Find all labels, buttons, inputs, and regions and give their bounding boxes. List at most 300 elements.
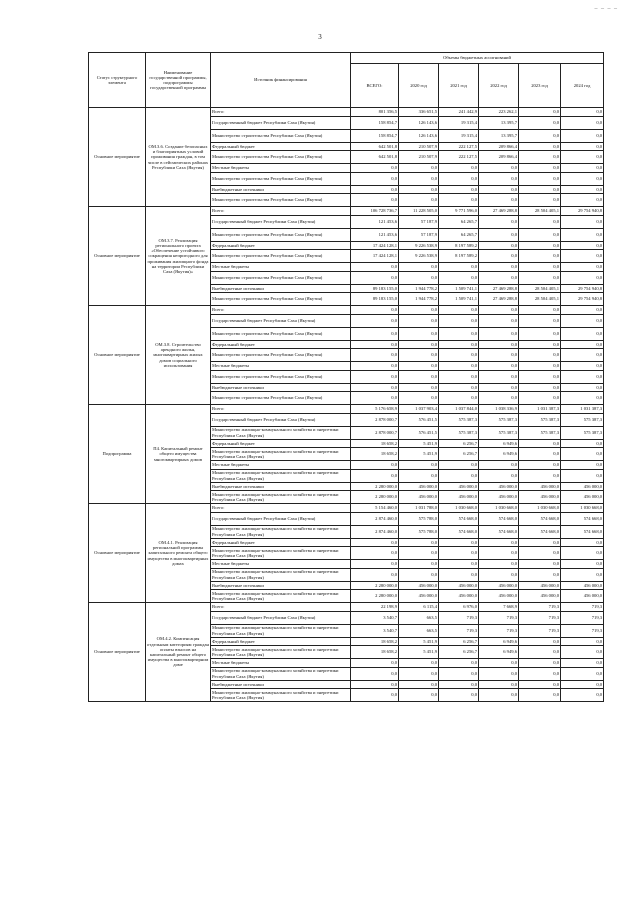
year-value-cell: 0,0 <box>479 560 519 569</box>
year-value-cell: 1 944 778,2 <box>399 284 439 293</box>
total-value-cell: 0,0 <box>351 164 399 173</box>
year-value-cell: 0,0 <box>479 568 519 581</box>
total-value-cell: 2 280 000,0 <box>351 482 399 491</box>
year-value-cell: 0,0 <box>479 185 519 194</box>
year-value-cell: 0,0 <box>561 461 604 470</box>
total-value-cell: 5 154 460,0 <box>351 504 399 513</box>
year-value-cell: 0,0 <box>439 560 479 569</box>
total-value-cell: 0,0 <box>351 392 399 405</box>
block-status: Основное мероприятие <box>89 207 146 306</box>
year-value-cell: 0,0 <box>561 340 604 349</box>
total-value-cell: 0,0 <box>351 172 399 185</box>
year-value-cell: 0,0 <box>519 370 561 383</box>
year-value-cell: 575 387,3 <box>561 413 604 426</box>
year-value-cell: 574 668,0 <box>479 512 519 525</box>
year-value-cell: 1 030 668,0 <box>479 504 519 513</box>
year-value-cell: 0,0 <box>439 340 479 349</box>
year-value-cell: 1 037 903,4 <box>399 405 439 414</box>
year-value-cell: 0,0 <box>561 194 604 207</box>
table-row <box>89 306 604 315</box>
year-value-cell: 29 754 940,8 <box>561 207 604 216</box>
year-value-cell: 456 000,0 <box>399 482 439 491</box>
year-value-cell: 576 451,5 <box>399 413 439 426</box>
year-value-cell: 0,0 <box>439 680 479 689</box>
year-value-cell: 0,0 <box>561 560 604 569</box>
year-value-cell: 0,0 <box>439 383 479 392</box>
year-value-cell: 29 754 940,8 <box>561 284 604 293</box>
table-body <box>89 108 604 702</box>
year-value-cell: 0,0 <box>439 306 479 315</box>
year-value-cell: 0,0 <box>519 241 561 250</box>
year-value-cell: 8 197 589,2 <box>439 250 479 263</box>
table-row <box>89 504 604 513</box>
funding-source-cell: Министерство жилищно-коммунального хозяйства и энергетики Республики Саха (Якутия) <box>211 426 351 439</box>
funding-source-cell: Министерство строительства Республики Саха (Якутия) <box>211 349 351 362</box>
year-value-cell: 0,0 <box>519 568 561 581</box>
total-value-cell: 2 280 000,0 <box>351 590 399 603</box>
year-value-cell: 574 668,0 <box>439 512 479 525</box>
total-value-cell: 0,0 <box>351 314 399 327</box>
year-value-cell: 0,0 <box>439 538 479 547</box>
year-value-cell: 0,0 <box>479 667 519 680</box>
funding-source-cell: Местные бюджеты <box>211 362 351 371</box>
year-value-cell: 0,0 <box>399 538 439 547</box>
year-value-cell: 0,0 <box>439 349 479 362</box>
year-value-cell: 222 127,5 <box>439 142 479 151</box>
total-value-cell: 801 356,5 <box>351 108 399 117</box>
year-value-cell: 0,0 <box>439 469 479 482</box>
year-value-cell: 0,0 <box>561 547 604 560</box>
year-value-cell: 0,0 <box>399 263 439 272</box>
total-value-cell: 89 183 155,0 <box>351 293 399 306</box>
year-value-cell: 0,0 <box>439 392 479 405</box>
funding-source-cell: Местные бюджеты <box>211 461 351 470</box>
total-value-cell: 121 453,6 <box>351 228 399 241</box>
year-value-cell: 0,0 <box>561 370 604 383</box>
year-value-cell: 28 504 405,1 <box>519 284 561 293</box>
year-value-cell: 0,0 <box>399 680 439 689</box>
year-value-cell: 719,3 <box>519 611 561 624</box>
year-value-cell: 0,0 <box>479 172 519 185</box>
year-value-cell: 19 315,4 <box>439 116 479 129</box>
year-value-cell: 0,0 <box>561 108 604 117</box>
total-value-cell: 121 453,6 <box>351 215 399 228</box>
year-value-cell: 0,0 <box>479 228 519 241</box>
funding-source-cell: Министерство строительства Республики Саха (Якутия) <box>211 392 351 405</box>
year-value-cell: 0,0 <box>561 538 604 547</box>
year-value-cell: 13 395,7 <box>479 129 519 142</box>
year-value-cell: 0,0 <box>399 194 439 207</box>
year-value-cell: 0,0 <box>399 314 439 327</box>
year-value-cell: 222 127,5 <box>439 151 479 164</box>
year-value-cell: 456 000,0 <box>561 590 604 603</box>
year-value-cell: 0,0 <box>519 215 561 228</box>
total-value-cell: 18 658,2 <box>351 448 399 461</box>
year-value-cell: 0,0 <box>561 151 604 164</box>
year-value-cell: 27 469 288,8 <box>479 207 519 216</box>
year-value-cell: 0,0 <box>479 263 519 272</box>
year-value-cell: 1 509 741,1 <box>439 284 479 293</box>
year-value-cell: 126 143,6 <box>399 129 439 142</box>
total-value-cell: 0,0 <box>351 560 399 569</box>
funding-source-cell: Федеральный бюджет <box>211 439 351 448</box>
funding-source-cell: Внебюджетные источники <box>211 680 351 689</box>
funding-source-cell: Всего: <box>211 405 351 414</box>
total-value-cell: 0,0 <box>351 340 399 349</box>
year-value-cell: 6 949,6 <box>479 637 519 646</box>
total-value-cell: 0,0 <box>351 349 399 362</box>
funding-source-cell: Всего: <box>211 207 351 216</box>
year-value-cell: 0,0 <box>519 314 561 327</box>
total-value-cell: 0,0 <box>351 271 399 284</box>
year-value-cell: 0,0 <box>561 129 604 142</box>
funding-source-cell: Министерство жилищно-коммунального хозяйства и энергетики Республики Саха (Якутия) <box>211 646 351 659</box>
funding-source-cell: Министерство жилищно-коммунального хозяйства и энергетики Республики Саха (Якутия) <box>211 469 351 482</box>
year-value-cell: 6 256,7 <box>439 439 479 448</box>
year-value-cell: 0,0 <box>519 689 561 702</box>
year-value-cell: 456 000,0 <box>439 491 479 504</box>
year-value-cell: 11 228 505,0 <box>399 207 439 216</box>
year-value-cell: 0,0 <box>561 392 604 405</box>
corner-mark: _ _ _ _ <box>594 4 618 10</box>
year-value-cell: 0,0 <box>519 667 561 680</box>
year-value-cell: 5 451,9 <box>399 448 439 461</box>
funding-source-cell: Государственный бюджет Республики Саха (Якутия) <box>211 512 351 525</box>
year-value-cell: 0,0 <box>399 327 439 340</box>
total-value-cell: 18 658,2 <box>351 439 399 448</box>
year-value-cell: 0,0 <box>479 538 519 547</box>
year-value-cell: 0,0 <box>479 215 519 228</box>
total-value-cell: 2 878 000,7 <box>351 413 399 426</box>
year-value-cell: 5 451,9 <box>399 637 439 646</box>
total-value-cell: 3 540,7 <box>351 624 399 637</box>
year-value-cell: 0,0 <box>439 547 479 560</box>
year-value-cell: 456 000,0 <box>479 581 519 590</box>
total-value-cell: 0,0 <box>351 263 399 272</box>
year-value-cell: 0,0 <box>439 659 479 668</box>
year-value-cell: 0,0 <box>399 340 439 349</box>
year-value-cell: 28 504 405,1 <box>519 207 561 216</box>
year-value-cell: 575 387,3 <box>479 413 519 426</box>
year-value-cell: 0,0 <box>519 637 561 646</box>
year-value-cell: 0,0 <box>479 383 519 392</box>
total-value-cell: 0,0 <box>351 538 399 547</box>
year-value-cell: 0,0 <box>561 314 604 327</box>
year-value-cell: 0,0 <box>479 689 519 702</box>
year-value-cell: 0,0 <box>519 646 561 659</box>
funding-source-cell: Внебюджетные источники <box>211 482 351 491</box>
funding-source-cell: Министерство жилищно-коммунального хозяйства и энергетики Республики Саха (Якутия) <box>211 624 351 637</box>
funding-source-cell: Министерство строительства Республики Саха (Якутия) <box>211 293 351 306</box>
year-value-cell: 0,0 <box>519 349 561 362</box>
year-value-cell: 575 387,3 <box>561 426 604 439</box>
year-value-cell: 456 000,0 <box>479 590 519 603</box>
year-value-cell: 28 504 405,1 <box>519 293 561 306</box>
year-value-cell: 5 451,9 <box>399 646 439 659</box>
total-value-cell: 0,0 <box>351 659 399 668</box>
year-value-cell: 0,0 <box>561 228 604 241</box>
total-value-cell: 0,0 <box>351 383 399 392</box>
year-value-cell: 9 226 538,9 <box>399 241 439 250</box>
block-status: Основное мероприятие <box>89 306 146 405</box>
funding-source-cell: Министерство строительства Республики Саха (Якутия) <box>211 370 351 383</box>
year-value-cell: 0,0 <box>399 659 439 668</box>
year-value-cell: 64 265,7 <box>439 215 479 228</box>
funding-source-cell: Министерство жилищно-коммунального хозяйства и энергетики Республики Саха (Якутия) <box>211 590 351 603</box>
year-value-cell: 7 668,9 <box>479 603 519 612</box>
total-value-cell: 0,0 <box>351 327 399 340</box>
year-value-cell: 0,0 <box>479 659 519 668</box>
year-value-cell: 663,5 <box>399 611 439 624</box>
total-value-cell: 17 424 128,1 <box>351 241 399 250</box>
page-number: 3 <box>318 33 322 41</box>
year-value-cell: 0,0 <box>439 362 479 371</box>
year-value-cell: 0,0 <box>519 392 561 405</box>
year-value-cell: 0,0 <box>439 461 479 470</box>
funding-source-cell: Местные бюджеты <box>211 659 351 668</box>
year-value-cell: 0,0 <box>561 667 604 680</box>
funding-source-cell: Всего: <box>211 603 351 612</box>
funding-source-cell: Министерство строительства Республики Саха (Якутия) <box>211 129 351 142</box>
year-value-cell: 0,0 <box>399 172 439 185</box>
total-value-cell: 0,0 <box>351 362 399 371</box>
funding-source-cell: Внебюджетные источники <box>211 383 351 392</box>
year-value-cell: 456 000,0 <box>519 590 561 603</box>
year-value-cell: 575 387,3 <box>439 413 479 426</box>
year-value-cell: 0,0 <box>519 228 561 241</box>
year-value-cell: 0,0 <box>561 689 604 702</box>
year-value-cell: 0,0 <box>519 538 561 547</box>
header-source: Источник финансирования <box>211 53 351 108</box>
header-year-2021: 2021 год <box>439 64 479 108</box>
funding-source-cell: Министерство строительства Республики Саха (Якутия) <box>211 172 351 185</box>
funding-source-cell: Министерство жилищно-коммунального хозяйства и энергетики Республики Саха (Якутия) <box>211 491 351 504</box>
year-value-cell: 1 031 387,3 <box>519 405 561 414</box>
year-value-cell: 0,0 <box>479 469 519 482</box>
block-status: Основное мероприятие <box>89 504 146 603</box>
year-value-cell: 0,0 <box>399 560 439 569</box>
header-status: Статус структурного элемента <box>89 53 146 108</box>
year-value-cell: 0,0 <box>439 194 479 207</box>
year-value-cell: 0,0 <box>519 142 561 151</box>
year-value-cell: 1 509 741,1 <box>439 293 479 306</box>
year-value-cell: 0,0 <box>439 164 479 173</box>
year-value-cell: 0,0 <box>519 250 561 263</box>
funding-source-cell: Всего: <box>211 306 351 315</box>
year-value-cell: 0,0 <box>439 314 479 327</box>
year-value-cell: 719,3 <box>561 603 604 612</box>
year-value-cell: 0,0 <box>561 215 604 228</box>
block-status: Основное мероприятие <box>89 603 146 702</box>
year-value-cell: 0,0 <box>561 448 604 461</box>
year-value-cell: 0,0 <box>399 164 439 173</box>
year-value-cell: 0,0 <box>519 383 561 392</box>
year-value-cell: 0,0 <box>561 271 604 284</box>
year-value-cell: 0,0 <box>519 194 561 207</box>
funding-source-cell: Министерство строительства Республики Саха (Якутия) <box>211 271 351 284</box>
year-value-cell: 0,0 <box>399 392 439 405</box>
funding-source-cell: Министерство жилищно-коммунального хозяйства и энергетики Республики Саха (Якутия) <box>211 448 351 461</box>
total-value-cell: 0,0 <box>351 306 399 315</box>
funding-source-cell: Государственный бюджет Республики Саха (Якутия) <box>211 611 351 624</box>
funding-source-cell: Внебюджетные источники <box>211 284 351 293</box>
year-value-cell: 19 315,4 <box>439 129 479 142</box>
year-value-cell: 29 754 940,8 <box>561 293 604 306</box>
total-value-cell: 22 198,9 <box>351 603 399 612</box>
year-value-cell: 575 387,3 <box>519 426 561 439</box>
year-value-cell: 6 256,7 <box>439 646 479 659</box>
funding-source-cell: Министерство жилищно-коммунального хозяйства и энергетики Республики Саха (Якутия) <box>211 667 351 680</box>
year-value-cell: 0,0 <box>479 241 519 250</box>
total-value-cell: 158 854,7 <box>351 129 399 142</box>
funding-source-cell: Всего: <box>211 504 351 513</box>
year-value-cell: 719,3 <box>439 624 479 637</box>
year-value-cell: 456 000,0 <box>439 482 479 491</box>
year-value-cell: 0,0 <box>399 461 439 470</box>
header-program-name: Наименование государственной программы, подпрограммы государственной программы <box>146 53 211 108</box>
total-value-cell: 2 874 460,0 <box>351 512 399 525</box>
year-value-cell: 574 668,0 <box>561 512 604 525</box>
year-value-cell: 0,0 <box>399 547 439 560</box>
total-value-cell: 89 183 155,0 <box>351 284 399 293</box>
year-value-cell: 0,0 <box>439 667 479 680</box>
header-year-2020: 2020 год <box>399 64 439 108</box>
year-value-cell: 0,0 <box>439 172 479 185</box>
year-value-cell: 0,0 <box>399 383 439 392</box>
year-value-cell: 1 030 668,0 <box>519 504 561 513</box>
table-row <box>89 108 604 117</box>
year-value-cell: 241 442,9 <box>439 108 479 117</box>
year-value-cell: 719,3 <box>479 624 519 637</box>
table-row <box>89 207 604 216</box>
year-value-cell: 0,0 <box>439 263 479 272</box>
block-program-name: ОМ.4.1. Реализация региональной программы капитального ремонта общего имущества в многоквартирных домах <box>146 504 211 603</box>
year-value-cell: 0,0 <box>561 172 604 185</box>
total-value-cell: 0,0 <box>351 469 399 482</box>
year-value-cell: 0,0 <box>561 164 604 173</box>
year-value-cell: 209 866,4 <box>479 151 519 164</box>
header-volumes: Объемы бюджетных ассигнований <box>351 53 604 64</box>
year-value-cell: 456 000,0 <box>439 590 479 603</box>
year-value-cell: 0,0 <box>519 327 561 340</box>
block-program-name: ОМ.4.2. Компенсация отдельным категориям граждан оплаты взносов на капитальный ремонт общего имущества в многоквартирном доме <box>146 603 211 702</box>
year-value-cell: 64 265,7 <box>439 228 479 241</box>
year-value-cell: 6 949,6 <box>479 439 519 448</box>
funding-source-cell: Министерство строительства Республики Саха (Якутия) <box>211 250 351 263</box>
year-value-cell: 0,0 <box>439 185 479 194</box>
year-value-cell: 0,0 <box>399 689 439 702</box>
year-value-cell: 719,3 <box>479 611 519 624</box>
year-value-cell: 575 788,0 <box>399 525 439 538</box>
total-value-cell: 5 176 658,9 <box>351 405 399 414</box>
year-value-cell: 6 115,4 <box>399 603 439 612</box>
year-value-cell: 0,0 <box>561 263 604 272</box>
funding-source-cell: Министерство жилищно-коммунального хозяйства и энергетики Республики Саха (Якутия) <box>211 689 351 702</box>
year-value-cell: 0,0 <box>479 680 519 689</box>
year-value-cell: 0,0 <box>561 680 604 689</box>
funding-source-cell: Министерство жилищно-коммунального хозяйства и энергетики Республики Саха (Якутия) <box>211 568 351 581</box>
year-value-cell: 0,0 <box>479 250 519 263</box>
year-value-cell: 0,0 <box>479 392 519 405</box>
year-value-cell: 1 038 336,9 <box>479 405 519 414</box>
year-value-cell: 719,3 <box>439 611 479 624</box>
funding-source-cell: Государственный бюджет Республики Саха (Якутия) <box>211 413 351 426</box>
year-value-cell: 223 262,1 <box>479 108 519 117</box>
year-value-cell: 456 000,0 <box>399 491 439 504</box>
year-value-cell: 0,0 <box>519 263 561 272</box>
total-value-cell: 0,0 <box>351 667 399 680</box>
year-value-cell: 9 771 596,0 <box>439 207 479 216</box>
year-value-cell: 210 507,9 <box>399 151 439 164</box>
year-value-cell: 456 000,0 <box>519 581 561 590</box>
year-value-cell: 6 976,0 <box>439 603 479 612</box>
total-value-cell: 2 878 000,7 <box>351 426 399 439</box>
year-value-cell: 574 668,0 <box>519 512 561 525</box>
year-value-cell: 663,5 <box>399 624 439 637</box>
block-status: Основное мероприятие <box>89 108 146 207</box>
year-value-cell: 576 451,5 <box>399 426 439 439</box>
funding-source-cell: Государственный бюджет Республики Саха (Якутия) <box>211 314 351 327</box>
year-value-cell: 719,3 <box>519 603 561 612</box>
funding-source-cell: Государственный бюджет Республики Саха (Якутия) <box>211 215 351 228</box>
year-value-cell: 6 256,7 <box>439 637 479 646</box>
year-value-cell: 126 143,6 <box>399 116 439 129</box>
year-value-cell: 0,0 <box>519 129 561 142</box>
funding-source-cell: Внебюджетные источники <box>211 581 351 590</box>
year-value-cell: 0,0 <box>519 185 561 194</box>
funding-source-cell: Местные бюджеты <box>211 164 351 173</box>
year-value-cell: 575 387,3 <box>519 413 561 426</box>
year-value-cell: 719,3 <box>561 624 604 637</box>
year-value-cell: 0,0 <box>399 370 439 383</box>
total-value-cell: 2 280 000,0 <box>351 491 399 504</box>
year-value-cell: 456 000,0 <box>561 581 604 590</box>
total-value-cell: 106 728 736,7 <box>351 207 399 216</box>
total-value-cell: 2 874 460,0 <box>351 525 399 538</box>
year-value-cell: 0,0 <box>519 362 561 371</box>
year-value-cell: 0,0 <box>561 469 604 482</box>
funding-source-cell: Министерство строительства Республики Саха (Якутия) <box>211 327 351 340</box>
funding-source-cell: Федеральный бюджет <box>211 538 351 547</box>
year-value-cell: 0,0 <box>479 362 519 371</box>
year-value-cell: 456 000,0 <box>519 491 561 504</box>
year-value-cell: 456 000,0 <box>479 491 519 504</box>
year-value-cell: 6 949,6 <box>479 448 519 461</box>
funding-source-cell: Министерство строительства Республики Саха (Якутия) <box>211 194 351 207</box>
year-value-cell: 336 651,5 <box>399 108 439 117</box>
table-row <box>89 405 604 414</box>
year-value-cell: 0,0 <box>479 194 519 207</box>
year-value-cell: 27 469 288,8 <box>479 293 519 306</box>
funding-source-cell: Федеральный бюджет <box>211 142 351 151</box>
block-program-name: ОМ.3.6. Создание безопасных и благоприятных условий проживания граждан, в том числе в сейсмических районах Республики Саха (Якутия) <box>146 108 211 207</box>
year-value-cell: 0,0 <box>439 568 479 581</box>
year-value-cell: 6 256,7 <box>439 448 479 461</box>
year-value-cell: 57 187,9 <box>399 228 439 241</box>
year-value-cell: 0,0 <box>519 108 561 117</box>
year-value-cell: 0,0 <box>561 250 604 263</box>
funding-source-cell: Государственный бюджет Республики Саха (Якутия) <box>211 116 351 129</box>
block-status: Подпрограмма <box>89 405 146 504</box>
total-value-cell: 3 540,7 <box>351 611 399 624</box>
funding-source-cell: Местные бюджеты <box>211 560 351 569</box>
year-value-cell: 0,0 <box>561 241 604 250</box>
year-value-cell: 719,3 <box>519 624 561 637</box>
total-value-cell: 0,0 <box>351 689 399 702</box>
year-value-cell: 210 507,9 <box>399 142 439 151</box>
header-year-2024: 2024 год <box>561 64 604 108</box>
header-year-2022: 2022 год <box>479 64 519 108</box>
